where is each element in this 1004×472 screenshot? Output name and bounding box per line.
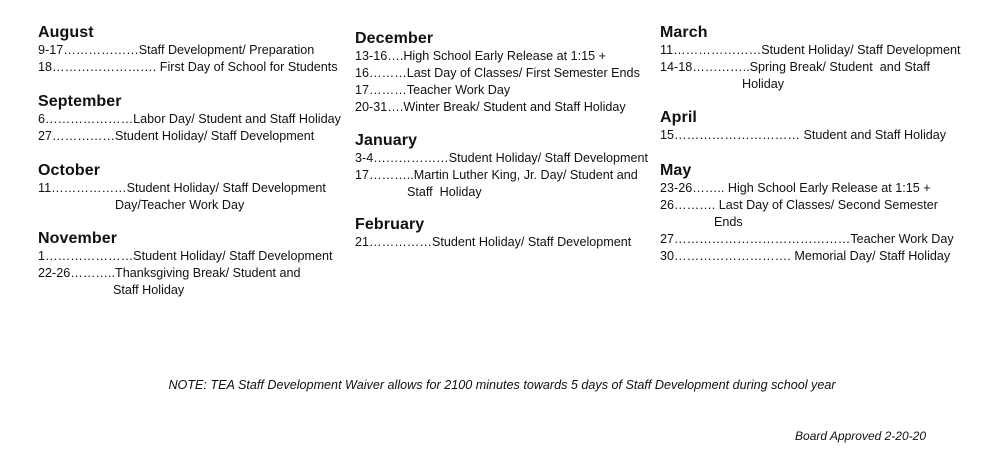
event-date: 13-16: [355, 49, 388, 63]
event-text: First Day of School for Students: [156, 60, 338, 74]
month-heading: December: [355, 30, 434, 47]
event-text: Teacher Work Day: [850, 232, 954, 246]
event-date: 18: [38, 60, 53, 74]
month-block-october: [38, 162, 338, 214]
month-block-december: [355, 30, 655, 116]
leader-dots: …………………: [45, 112, 134, 126]
event-entry: [38, 128, 338, 145]
event-text: Thanksgiving Break/ Student and: [115, 266, 301, 280]
leader-dots: ………………: [51, 181, 127, 195]
leader-dots: ………..: [369, 168, 414, 182]
event-date: 15: [660, 128, 675, 142]
month-block-august: [38, 24, 338, 76]
event-text: High School Early Release at 1:15 +: [403, 49, 606, 63]
leader-dots: ….: [387, 49, 404, 63]
month-heading: October: [38, 162, 101, 179]
event-entry: [38, 180, 338, 214]
event-date: 11: [38, 181, 52, 195]
event-entry: [660, 197, 960, 231]
event-entry: [660, 248, 960, 265]
leader-dots: ……………: [369, 235, 432, 249]
event-text-continued: Day/Teacher Work Day: [115, 198, 245, 212]
month-heading: February: [355, 216, 425, 233]
event-text: Martin Luther King, Jr. Day/ Student and: [413, 168, 638, 182]
event-text: Memorial Day/ Staff Holiday: [790, 249, 951, 263]
leader-dots: ………………: [373, 151, 449, 165]
event-entry: [38, 59, 338, 76]
leader-dots: …………………….: [52, 60, 157, 74]
event-date: 21: [355, 235, 370, 249]
event-text: Student and Staff Holiday: [799, 128, 947, 142]
leader-dots: …………..: [692, 60, 750, 74]
leader-dots: ………: [369, 83, 407, 97]
event-text-continued: Staff Holiday: [407, 185, 482, 199]
event-date: 9-17: [38, 43, 64, 57]
month-heading: March: [660, 24, 708, 41]
leader-dots: ………..: [70, 266, 115, 280]
event-entry: [355, 65, 655, 82]
event-text: Spring Break/ Student and Staff: [749, 60, 930, 74]
event-date: 11: [660, 43, 674, 57]
month-heading: November: [38, 230, 118, 247]
leader-dots: ……………: [52, 129, 115, 143]
month-heading: April: [660, 109, 697, 126]
month-block-april: [660, 109, 960, 144]
month-block-november: [38, 230, 338, 299]
event-text-continued: Ends: [714, 215, 743, 229]
event-text: Labor Day/ Student and Staff Holiday: [133, 112, 341, 126]
leader-dots: ……….: [674, 198, 716, 212]
event-date: 27: [38, 129, 53, 143]
month-block-january: [355, 132, 655, 201]
event-text: Student Holiday/ Staff Development: [133, 249, 333, 263]
event-date: 26: [660, 198, 675, 212]
event-entry: [355, 99, 655, 116]
event-date: 27: [660, 232, 675, 246]
event-text-continued: Holiday: [742, 77, 784, 91]
event-date: 17: [355, 83, 370, 97]
event-text: Student Holiday/ Staff Development: [431, 235, 632, 249]
leader-dots: …………………………: [674, 128, 800, 142]
month-heading: August: [38, 24, 94, 41]
month-block-march: [660, 24, 960, 93]
event-text: Winter Break/ Student and Staff Holiday: [403, 100, 626, 114]
event-entry: [38, 265, 338, 299]
event-date: 14-18: [660, 60, 693, 74]
event-date: 6: [38, 112, 46, 126]
event-text: High School Early Release at 1:15 +: [724, 181, 931, 195]
month-block-february: [355, 216, 655, 251]
event-date: 17: [355, 168, 370, 182]
event-date: 3-4: [355, 151, 374, 165]
leader-dots: …………………: [673, 43, 762, 57]
leader-dots: ……..: [692, 181, 725, 195]
event-date: 23-26: [660, 181, 693, 195]
event-entry: [355, 48, 655, 65]
leader-dots: ………: [369, 66, 407, 80]
event-text: Last Day of Classes/ Second Semester: [715, 198, 938, 212]
event-text: Student Holiday/ Staff Development: [114, 129, 315, 143]
event-text: Student Holiday/ Staff Development: [761, 43, 961, 57]
event-date: 30: [660, 249, 675, 263]
event-entry: [660, 180, 960, 197]
event-entry: [355, 234, 655, 251]
event-text: Teacher Work Day: [406, 83, 511, 97]
leader-dots: ….: [387, 100, 404, 114]
event-date: 16: [355, 66, 370, 80]
event-entry: [38, 42, 338, 59]
event-entry: [660, 59, 960, 93]
leader-dots: …………………: [45, 249, 134, 263]
event-entry: [38, 248, 338, 265]
event-entry: [660, 127, 960, 144]
event-text: Student Holiday/ Staff Development: [448, 151, 649, 165]
event-entry: [355, 150, 655, 167]
event-text: Last Day of Classes/ First Semester Ends: [406, 66, 640, 80]
month-heading: January: [355, 132, 418, 149]
month-block-september: [38, 93, 341, 145]
month-block-may: [660, 162, 960, 265]
leader-dots: ……………………….: [674, 249, 791, 263]
event-entry: [38, 111, 341, 128]
event-date: 22-26: [38, 266, 71, 280]
event-text-continued: Staff Holiday: [113, 283, 185, 297]
leader-dots: ……………………………………: [674, 232, 851, 246]
month-heading: September: [38, 93, 122, 110]
board-approval-text: Board Approved 2-20-20: [795, 429, 926, 443]
event-date: 1: [38, 249, 46, 263]
event-text: Staff Development/ Preparation: [138, 43, 315, 57]
staff-development-note: NOTE: TEA Staff Development Waiver allows for 2100 minutes towards 5 days of Staff Development during school year: [168, 378, 836, 392]
month-heading: May: [660, 162, 692, 179]
event-entry: [660, 231, 960, 248]
leader-dots: ………………: [63, 43, 139, 57]
event-entry: [355, 82, 655, 99]
event-entry: [660, 42, 960, 59]
event-date: 20-31: [355, 100, 388, 114]
event-text: Student Holiday/ Staff Development: [126, 181, 326, 195]
event-entry: [355, 167, 655, 201]
